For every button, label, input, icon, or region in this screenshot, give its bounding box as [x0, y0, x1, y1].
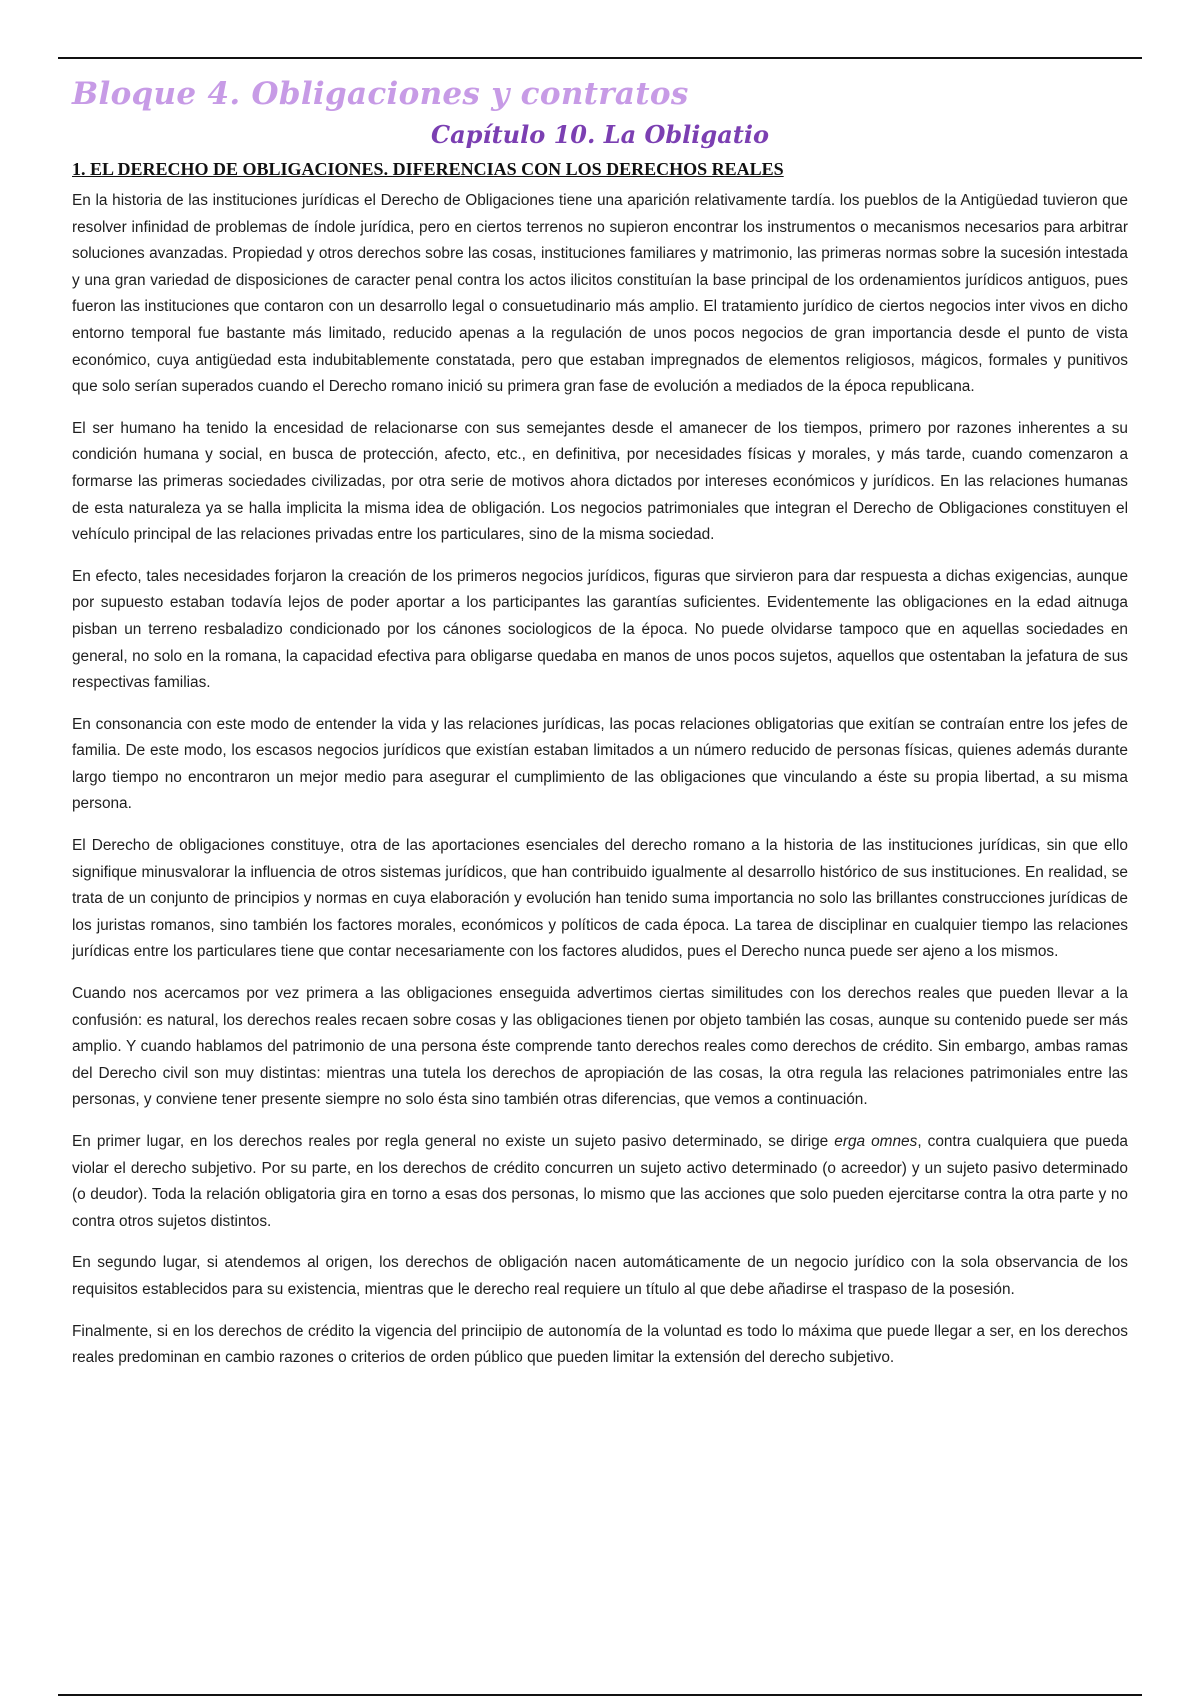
paragraph-8: En segundo lugar, si atendemos al origen, los derechos de obligación nacen automáticamente de un negocio jurídico con la sola observancia de los requisitos establecidos para su existencia, mientras que le derecho real requiere un título al que debe añadirse el traspaso de la posesión.	[72, 1254, 1128, 1298]
paragraph-1: En la historia de las instituciones jurídicas el Derecho de Obligaciones tiene una aparición relativamente tardía. los pueblos de la Antigüedad tuvieron que resolver infinidad de problemas de índole jurídica, pero en ciertos terrenos no supieron encontrar los instrumentos o mecanismos necesarios para arbitrar soluciones avanzadas. Propiedad y otros derechos sobre las cosas, instituciones familiares y matrimonio, las primeras normas sobre la sucesión intestada y una gran variedad de disposiciones de caracter penal contra los actos ilicitos constituían la base principal de los ordenamientos jurídicos antiguos, pues fueron las instituciones que contaron con un desarrollo legal o consuetudinario más amplio. El tratamiento jurídico de ciertos negocios inter vivos en dicho entorno temporal fue bastante más limitado, reducido apenas a la regulación de unos pocos negocios de gran importancia desde el punto de vista económico, cuya antigüedad esta indubitablemente constatada, pero que estaban impregnados de elementos religiosos, mágicos, formales y punitivos que solo serían superados cuando el Derecho romano inició su primera gran fase de evolución a mediados de la época republicana.	[72, 192, 1128, 396]
paragraph-5: El Derecho de obligaciones constituye, otra de las aportaciones esenciales del derecho romano a la historia de las instituciones jurídicas, sin que ello signifique minusvalorar la influencia de otros sistemas jurídicos, que han contribuido igualmente al desarrollo histórico de sus instituciones. En realidad, se trata de un conjunto de principios y normas en cuya elaboración y evolución han tenido suma importancia no solo las brillantes construcciones jurídicas de los juristas romanos, sino también los factores morales, económicos y políticos de cada época. La tarea de disciplinar en cualquier tiempo las relaciones jurídicas entre los particulares tiene que contar necesariamente con los factores aludidos, pues el Derecho nunca puede ser ajeno a los mismos.	[72, 837, 1128, 961]
paragraph-6: Cuando nos acercamos por vez primera a las obligaciones enseguida advertimos ciertas similitudes con los derechos reales que pueden llevar a la confusión: es natural, los derechos reales recaen sobre cosas y las obligaciones tienen por objeto también las cosas, aunque su contenido puede ser más amplio. Y cuando hablamos del patrimonio de una persona éste comprende tanto derechos reales como derechos de crédito. Sin embargo, ambas ramas del Derecho civil son muy distintas: mientras una tutela los derechos de apropiación de las cosas, la otra regula las relaciones patrimoniales entre las personas, y conviene tener presente siempre no solo ésta sino también otras diferencias, que vemos a continuación.	[72, 985, 1128, 1109]
paragraph-7-text-before: En primer lugar, en los derechos reales por regla general no existe un sujeto pasivo determinado, se dirige	[72, 1133, 835, 1150]
top-rule	[58, 57, 1142, 59]
block-title: Bloque 4. Obligaciones y contratos	[72, 76, 689, 112]
paragraph-4: En consonancia con este modo de entender la vida y las relaciones jurídicas, las pocas relaciones obligatorias que exitían se contraían entre los jefes de familia. De este modo, los escasos negocios jurídicos que existían estaban limitados a un número reducido de personas físicas, quienes además durante largo tiempo no encontraron un mejor medio para asegurar el cumplimiento de las obligaciones que vinculando a éste su propia libertad, a su misma persona.	[72, 715, 1128, 813]
paragraph-2: El ser humano ha tenido la encesidad de relacionarse con sus semejantes desde el amanecer de los tiempos, primero por razones inherentes a su condición humana y social, en busca de protección, afecto, etc., en definitiva, por necesidades físicas y morales, y más tarde, cuando comenzaron a formarse las primeras sociedades civilizadas, por otra serie de motivos ahora dictados por intereses económicos y jurídicos. En las relaciones humanas de esta naturaleza ya se halla implicita la misma idea de obligación. Los negocios patrimoniales que integran el Derecho de Obligaciones constituyen el vehículo principal de las relaciones privadas entre los particulares, sino de la misma sociedad.	[72, 419, 1128, 544]
document-page	[72, 72, 1128, 1387]
chapter-title: Capítulo 10. La Obligatio	[431, 120, 769, 149]
bottom-rule	[58, 1694, 1142, 1696]
paragraph-7-text-after: , contra cualquiera que pueda violar el derecho subjetivo. Por su parte, en los derechos de crédito concurren un sujeto activo determinado (o acreedor) y un sujeto pasivo determinado (o deudor). Toda la relación obligatoria gira en torno a esas dos personas, lo mismo que las acciones que solo pueden ejercitarse contra la otra parte y no contra otros sujetos distintos.	[72, 1133, 1128, 1230]
erga-omnes-emphasis: erga omnes	[834, 1133, 918, 1150]
paragraph-3: En efecto, tales necesidades forjaron la creación de los primeros negocios jurídicos, figuras que sirvieron para dar respuesta a dichas exigencias, aunque por supuesto estaban todavía lejos de poder aportar a los participantes las garantías suficientes. Evidentemente las obligaciones en la edad aitnuga pisban un terreno resbaladizo condicionado por los cánones sociologicos de la época. No puede olvidarse tampoco que en aquellas sociedades en general, no solo en la romana, la capacidad efectiva para obligarse quedaba en manos de unos pocos sujetos, aquellos que ostentaban la jefatura de sus respectivas familias.	[72, 567, 1128, 692]
paragraph-7	[72, 1129, 1128, 1235]
paragraph-9: Finalmente, si en los derechos de crédito la vigencia del princiipio de autonomía de la voluntad es todo lo máxima que puede llegar a ser, en los derechos reales predominan en cambio razones o criterios de orden público que pueden limitar la extensión del derecho subjetivo.	[72, 1322, 1128, 1367]
section-heading: 1. EL DERECHO DE OBLIGACIONES. DIFERENCIAS CON LOS DERECHOS REALES	[72, 159, 784, 179]
